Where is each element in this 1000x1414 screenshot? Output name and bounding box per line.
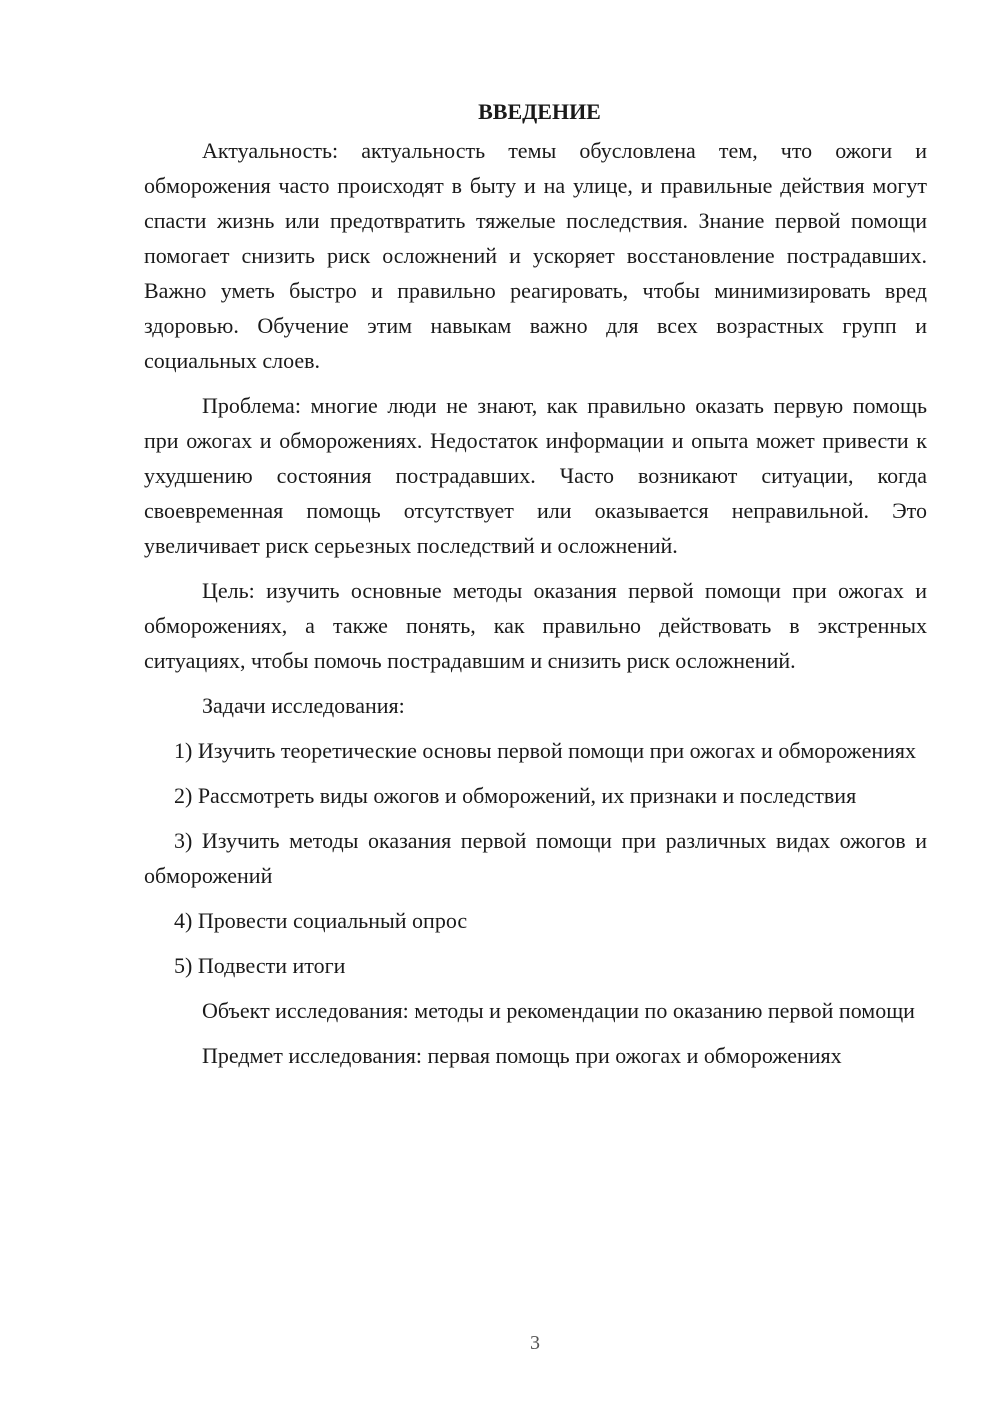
task-item-3: 3) Изучить методы оказания первой помощи при различных видах ожогов и обморожений — [144, 828, 927, 888]
paragraph-goal: Цель: изучить основные методы оказания первой помощи при ожогах и обморожениях, а также понять, как правильно действовать в экстренных ситуациях, чтобы помочь пострадавшим и снизить риск осложнений. — [144, 578, 927, 673]
paragraph-object: Объект исследования: методы и рекомендации по оказанию первой помощи — [202, 998, 915, 1023]
task-item-5: 5) Подвести итоги — [174, 953, 346, 978]
task-item-4: 4) Провести социальный опрос — [174, 908, 468, 933]
document-page — [144, 94, 927, 1083]
page-number: 3 — [530, 1332, 540, 1354]
paragraph-subject: Предмет исследования: первая помощь при ожогах и обморожениях — [202, 1043, 842, 1068]
document-title: ВВЕДЕНИЕ — [478, 99, 601, 124]
task-item-2: 2) Рассмотреть виды ожогов и обморожений, их признаки и последствия — [174, 783, 857, 808]
paragraph-problem: Проблема: многие люди не знают, как правильно оказать первую помощь при ожогах и обморожениях. Недостаток информации и опыта может привести к ухудшению состояния пострадавших. Часто возникают ситуации, когда своевременная помощь отсутствует или оказывается неправильной. Это увеличивает риск серьезных последствий и осложнений. — [144, 393, 927, 558]
tasks-heading: Задачи исследования: — [202, 693, 405, 718]
paragraph-relevance: Актуальность: актуальность темы обусловлена тем, что ожоги и обморожения часто происходят в быту и на улице, и правильные действия могут спасти жизнь или предотвратить тяжелые последствия. Знание первой помощи помогает снизить риск осложнений и ускоряет восстановление пострадавших. Важно уметь быстро и правильно реагировать, чтобы минимизировать вред здоровью. Обучение этим навыкам важно для всех возрастных групп и социальных слоев. — [144, 138, 927, 373]
task-item-1: 1) Изучить теоретические основы первой помощи при ожогах и обморожениях — [174, 738, 917, 763]
